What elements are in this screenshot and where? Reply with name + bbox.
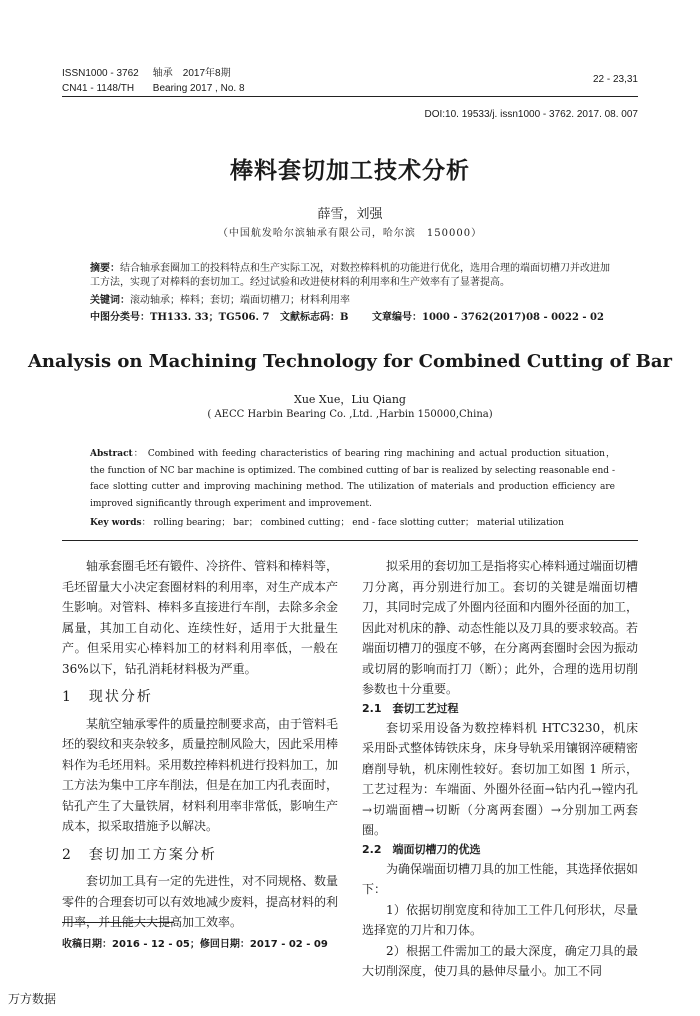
keywords-en bbox=[90, 516, 615, 530]
subsection-heading-2-2: 2.2 端面切槽刀的优选 bbox=[362, 842, 481, 856]
section-heading-2: 2 套切加工方案分析 bbox=[62, 846, 217, 863]
issn: ISSN1000 - 3762 bbox=[62, 68, 139, 79]
classification bbox=[90, 311, 615, 325]
doc-code: 文献标志码：B bbox=[280, 312, 349, 323]
journal-header bbox=[62, 66, 245, 96]
authors-cn: 薛雪，刘强 bbox=[317, 207, 383, 222]
page-title-en: Analysis on Machining Technology for Combined Cutting of Bar bbox=[27, 351, 673, 372]
article-number: 文章编号：1000 - 3762(2017)08 - 0022 - 02 bbox=[372, 312, 604, 323]
cn-number: CN41 - 1148/TH bbox=[62, 83, 135, 94]
watermark: 万方数据 bbox=[8, 992, 57, 1006]
section-rule bbox=[62, 540, 638, 541]
abstract-cn-text: 结合轴承套圈加工的投料特点和生产实际工况，对数控棒料机的功能进行优化，选用合理的端面切槽刀并改进加工方法，实现了对棒料的套切加工。经过试验和改进使材料的利用率和生产效率有了显著提高。 bbox=[90, 263, 610, 288]
footnote-rule bbox=[62, 922, 174, 923]
paragraph: 2）根据工件需加工的最大深度，确定刀具的最大切削深度，使刀具的悬伸尽量小。加工不同 bbox=[362, 943, 638, 978]
paragraph: 为确保端面切槽刀具的加工性能，其选择依据如下： bbox=[362, 861, 639, 896]
doi: DOI:10. 19533/j. issn1000 - 3762. 2017. 08. 007 bbox=[424, 109, 638, 120]
journal-cn-year: 轴承 2017年8期 bbox=[152, 68, 231, 79]
paragraph: 1）依据切削宽度和待加工工件几何形状，尽量选择宽的刀片和刀体。 bbox=[362, 902, 638, 937]
abstract-en bbox=[90, 446, 615, 512]
page-title-cn: 棒料套切加工技术分析 bbox=[230, 158, 470, 184]
received-date-footnote: 收稿日期：2016 - 12 - 05；修回日期：2017 - 02 - 09 bbox=[62, 939, 328, 950]
keywords-cn bbox=[90, 294, 615, 308]
abstract-en-text: ： Combined with feeding characteristics of bearing ring machining and actual production situation， the function of NC bar machine is optimized. The combined cutting of bar is realized by selecting reasonable end - face slotting cutter and improving machining method. The utilization of materials and production efficiency are improved significantly through experiment and improvement. bbox=[90, 449, 615, 509]
clc-number: 中图分类号：TH133. 33；TG506. 7 bbox=[90, 312, 270, 323]
body-left-column bbox=[62, 556, 338, 933]
keywords-en-label: Key words bbox=[90, 518, 142, 528]
body-right-column bbox=[362, 556, 638, 982]
paragraph: 套切采用设备为数控棒料机 HTC3230，机床采用卧式整体铸铁床身，床身导轨采用镶钢淬硬精密磨削导轨，机床刚性较好。套切加工如图 1 所示，工艺过程为：车端面、外圈外径面→钻内孔→镗内孔→切端面槽→切断（分离两套圈）→分别加工两套圈。 bbox=[362, 720, 639, 837]
authors-en: Xue Xue，Liu Qiang bbox=[294, 393, 406, 406]
keywords-cn-text: 滚动轴承；棒料；套切；端面切槽刀；材料利用率 bbox=[130, 295, 350, 306]
keywords-cn-label: 关键词： bbox=[90, 295, 130, 306]
affiliation-cn: （中国航发哈尔滨轴承有限公司，哈尔滨 150000） bbox=[217, 228, 483, 239]
paragraph: 套切加工具有一定的先进性，对不同规格、数量零件的合理套切可以有效地减少废料，提高材料的利用率，并且能大大提高加工效率。 bbox=[62, 874, 339, 929]
abstract-cn bbox=[90, 262, 615, 290]
subsection-heading-2-1: 2.1 套切工艺过程 bbox=[362, 701, 459, 715]
section-heading-1: 1 现状分析 bbox=[62, 689, 153, 705]
page-range: 22 - 23,31 bbox=[592, 74, 638, 85]
abstract-cn-label: 摘要： bbox=[90, 263, 120, 274]
paragraph: 轴承套圈毛坯有锻件、冷挤件、管料和棒料等，毛坯留量大小决定套圈材料的利用率，对生产成本产生影响。对管料、棒料多直接进行车削，去除多余金属量，其加工自动化、连续性好，适用于大批量生产。但采用实心棒料加工的材料利用率低，一般在36%以下，钻孔消耗材料极为严重。 bbox=[62, 559, 339, 676]
abstract-en-label: Abstract bbox=[90, 449, 133, 459]
journal-en: Bearing 2017 , No. 8 bbox=[152, 83, 245, 94]
paragraph: 拟采用的套切加工是指将实心棒料通过端面切槽刀分离，再分别进行加工。套切的关键是端面切槽刀，其同时完成了外圈内径面和内圈外径面的加工，因此对机床的静、动态性能以及刀具的要求较高。若端面切槽刀的强度不够，在分离两套圈时会因为振动或切屑的影响而打刀（断）；此外，合理的选用切削参数也十分重要。 bbox=[362, 559, 639, 696]
header-rule bbox=[62, 96, 638, 97]
paragraph: 某航空轴承零件的质量控制要求高，由于管料毛坯的裂纹和夹杂较多，质量控制风险大，因此采用棒料作为毛坯用料。采用数控棒料机进行投料加工，加工方法为集中工序车削法，但是在加工内孔表面时，钻孔产生了大量铁屑，材料利用率非常低，影响生产成本，拟采取措施予以解决。 bbox=[62, 716, 339, 833]
affiliation-en: ( AECC Harbin Bearing Co. ,Ltd. ,Harbin 150000,China) bbox=[207, 409, 493, 420]
keywords-en-text: ： rolling bearing； bar； combined cutting； end - face slotting cutter； material utilization bbox=[141, 518, 564, 528]
